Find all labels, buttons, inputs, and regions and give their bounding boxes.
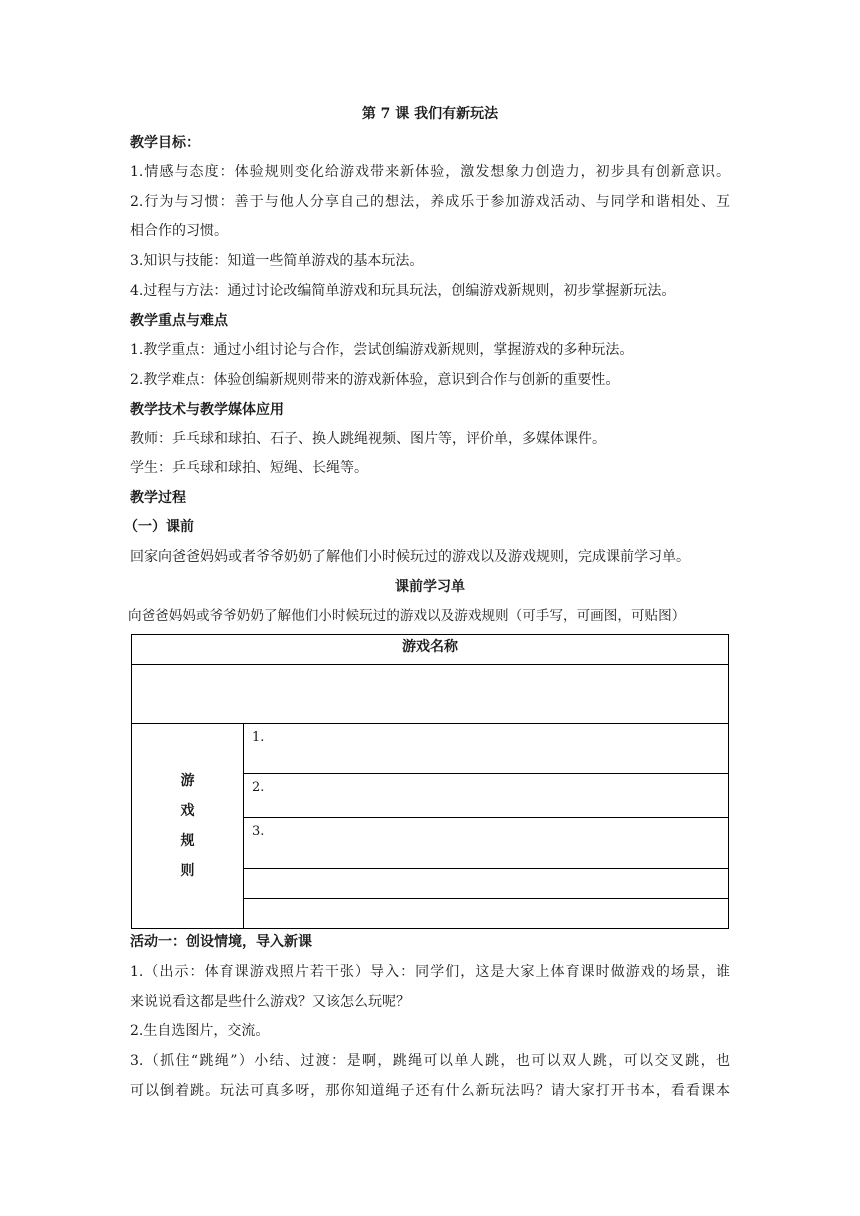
worksheet-title: 课前学习单 <box>395 579 465 595</box>
process-heading: 教学过程 <box>130 490 186 506</box>
objective-item: 1.情感与态度：体验规则变化给游戏带来新体验，激发想象力创造力，初步具有创新意识。 <box>130 164 730 180</box>
rules-label-char: 游 <box>180 773 195 789</box>
activity-line: 1.（出示：体育课游戏照片若干张）导入：同学们，这是大家上体育课时做游戏的场景，谁 <box>130 964 730 980</box>
lesson-title: 第 7 课 我们有新玩法 <box>361 106 499 122</box>
rule-row <box>244 724 729 774</box>
rule-row <box>244 774 729 818</box>
key-points-heading: 教学重点与难点 <box>130 313 228 329</box>
objective-item: 3.知识与技能：知道一些简单游戏的基本玩法。 <box>130 253 424 269</box>
activity-line: 来说说看这都是些什么游戏？又该怎么玩呢？ <box>130 994 410 1010</box>
table-header-cell <box>132 635 729 665</box>
objective-item: 2.行为与习惯：善于与他人分享自己的想法，养成乐于参加游戏活动、与同学和谐相处、互 <box>130 194 730 210</box>
rule-number: 3. <box>252 824 265 839</box>
process-text: 回家向爸爸妈妈或者爷爷奶奶了解他们小时候玩过的游戏以及游戏规则，完成课前学习单。 <box>130 549 690 565</box>
objectives-heading: 教学目标： <box>130 135 200 151</box>
worksheet-table <box>131 634 729 929</box>
rules-label-char: 戏 <box>180 803 195 819</box>
activity-heading: 活动一：创设情境，导入新课 <box>130 934 312 950</box>
rules-label-char: 则 <box>180 863 195 879</box>
key-point-item: 2.教学难点：体验创编新规则带来的游戏新体验，意识到合作与创新的重要性。 <box>130 372 620 388</box>
worksheet-description: 向爸爸妈妈或爷爷奶奶了解他们小时候玩过的游戏以及游戏规则（可手写，可画图，可贴图） <box>128 608 686 624</box>
activity-line: 2.生自选图片，交流。 <box>130 1023 270 1039</box>
activity-line: 3.（抓住“跳绳”）小结、过渡：是啊，跳绳可以单人跳，也可以双人跳，可以交叉跳，也 <box>130 1053 730 1069</box>
rule-number: 1. <box>252 730 265 745</box>
key-point-item: 1.教学重点：通过小组讨论与合作，尝试创编游戏新规则，掌握游戏的多种玩法。 <box>130 342 634 358</box>
game-name-header: 游戏名称 <box>402 639 458 655</box>
rule-row <box>244 899 729 929</box>
activity-line: 可以倒着跳。玩法可真多呀，那你知道绳子还有什么新玩法吗？请大家打开书本，看看课本 <box>130 1083 730 1099</box>
media-item: 学生：乒乓球和球拍、短绳、长绳等。 <box>130 460 368 476</box>
objective-item: 4.过程与方法：通过讨论改编简单游戏和玩具玩法，创编游戏新规则，初步掌握新玩法。 <box>130 283 676 299</box>
rules-label-char: 规 <box>180 833 195 849</box>
rule-row <box>244 818 729 869</box>
rule-number: 2. <box>252 780 265 795</box>
process-subheading: （一）课前 <box>124 519 194 535</box>
media-heading: 教学技术与教学媒体应用 <box>130 402 284 418</box>
game-name-blank-cell <box>132 665 729 724</box>
rules-label-cell <box>132 724 244 929</box>
rule-row <box>244 869 729 899</box>
media-item: 教师：乒乓球和球拍、石子、换人跳绳视频、图片等，评价单，多媒体课件。 <box>130 431 606 447</box>
objective-item: 相合作的习惯。 <box>130 223 228 239</box>
